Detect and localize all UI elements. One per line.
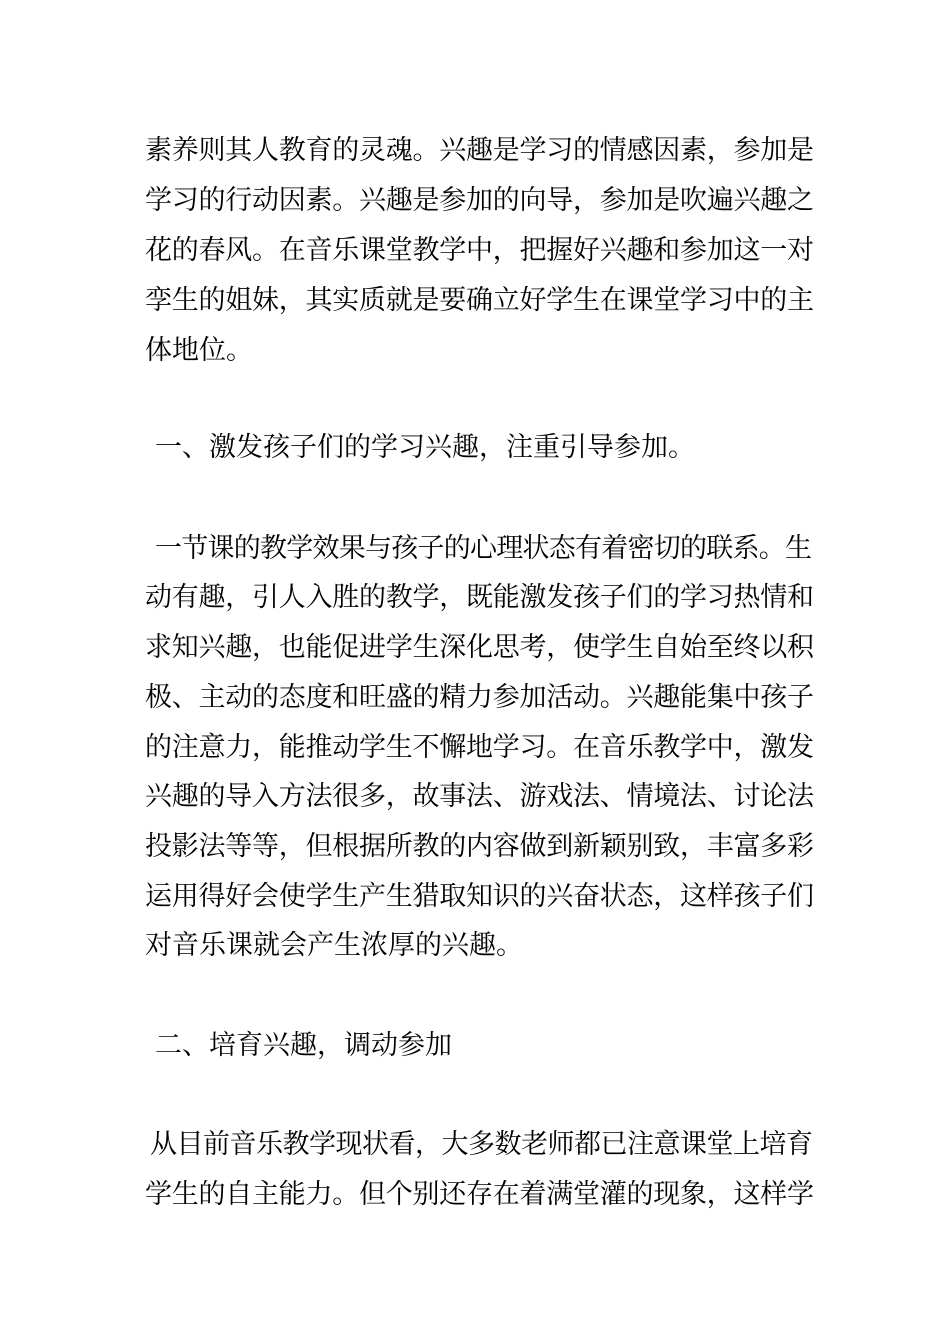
- paragraph-3-line-1: 从目前音乐教学现状看，大多数老师都已注意课堂上培育: [150, 1129, 813, 1160]
- paragraph-2-line-1: 一节课的教学效果与孩子的心理状态有着密切的联系。生: [155, 533, 812, 564]
- paragraph-2-line-3: 求知兴趣，也能促进学生深化思考，使学生自始至终以积: [145, 632, 814, 663]
- paragraph-1-line-1: 素养则其人教育的灵魂。兴趣是学习的情感因素，参加是: [145, 135, 814, 166]
- paragraph-2-line-5: 的注意力，能推动学生不懈地学习。在音乐教学中，激发: [145, 732, 814, 763]
- paragraph-1-line-4: 孪生的姐妹，其实质就是要确立好学生在课堂学习中的主: [145, 285, 814, 316]
- section-heading-2: 二、培育兴趣，调动参加: [155, 1030, 452, 1061]
- paragraph-1-line-3: 花的春风。在音乐课堂教学中，把握好兴趣和参加这一对: [145, 235, 814, 266]
- paragraph-2-line-6: 兴趣的导入方法很多，故事法、游戏法、情境法、讨论法: [145, 781, 814, 812]
- paragraph-1-line-5: 体地位。: [145, 335, 253, 366]
- paragraph-2-line-4: 极、主动的态度和旺盛的精力参加活动。兴趣能集中孩子: [145, 682, 814, 713]
- paragraph-3-line-2: 学生的自主能力。但个别还存在着满堂灌的现象，这样学: [145, 1179, 814, 1210]
- paragraph-1-line-2: 学习的行动因素。兴趣是参加的向导，参加是吹遍兴趣之: [145, 185, 814, 216]
- paragraph-2-line-8: 运用得好会使学生产生猎取知识的兴奋状态，这样孩子们: [145, 881, 814, 912]
- section-heading-1: 一、激发孩子们的学习兴趣，注重引导参加。: [155, 432, 695, 463]
- paragraph-2-line-2: 动有趣，引人入胜的教学，既能激发孩子们的学习热情和: [145, 582, 814, 613]
- paragraph-2-line-7: 投影法等等，但根据所教的内容做到新颖别致，丰富多彩: [145, 831, 814, 862]
- paragraph-2-line-9: 对音乐课就会产生浓厚的兴趣。: [145, 930, 523, 961]
